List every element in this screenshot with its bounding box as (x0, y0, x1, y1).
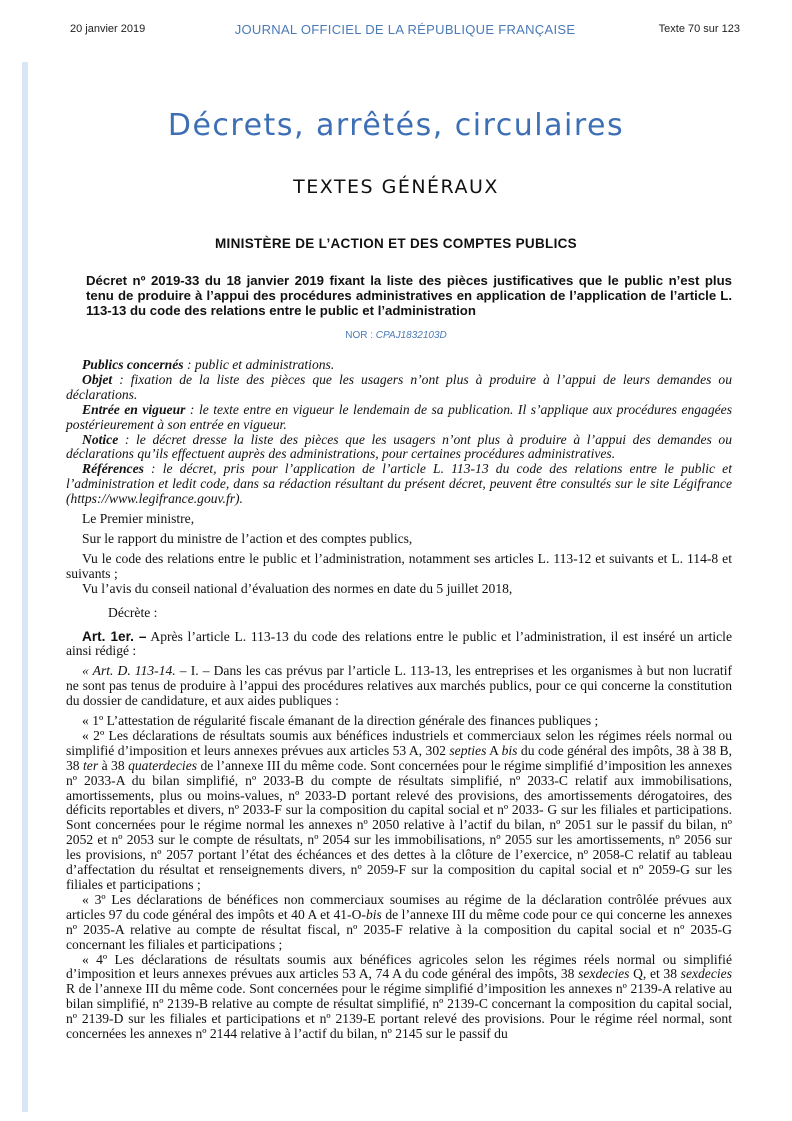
item-2-text: « 2º Les déclarations de résultats soumis aux bénéfices industriels et commerciaux selon les régimes réels normal ou simplifié d’imposition et leurs annexes prévues aux articles 53 A, 302 (66, 727, 732, 758)
item-2-text: de l’annexe III du même code. Sont concernées pour le régime simplifié d’imposition les annexes nº 2033-A du bilan simplifié, nº 2033-B du compte de résultats simplifié, nº 2033-C relatif aux immobilisations, amortissements, plus ou moins-values, nº 2033-D portant relevé des provisions, des amortissements dérogatoires, des déficits reportables et divers, nº 2033-F sur la composition du capital social et nº 2033- G sur les filiales et participations. Sont concernées pour le régime normal les annexes nº 2050 relative à l’actif du bilan, nº 2051 sur le passif du bilan, nº 2052 et nº 2053 sur le compte de résultats, nº 2054 sur les immobilisations, nº 2055 sur les amortissements, nº 2056 sur les provisions, nº 2057 portant l’état des échéances et des dettes à la clôture de l’exercice, nº 2058-C relatif au tableau d’affectation du résultat et renseignements divers, nº 2059-F sur la composition du capital social et nº 2059-G sur les filiales et participations ; (66, 757, 732, 892)
page-header (70, 22, 740, 38)
summary-text: : le texte entre en vigueur le lendemain de sa publication. Il s’applique aux procédures engagées postérieurement à son entrée en vigueur. (66, 401, 732, 432)
item-4-text: Q, et 38 (629, 966, 681, 982)
article-1-text: Après l’article L. 113-13 du code des relations entre le public et l’administration, il est inséré un article ainsi rédigé : (66, 628, 732, 659)
summary-lead: Objet (82, 371, 113, 387)
preamble-premier-ministre: Le Premier ministre, (82, 511, 195, 527)
item-3-italic: bis (365, 906, 382, 922)
header-journal-title: JOURNAL OFFICIEL DE LA RÉPUBLIQUE FRANÇAISE (234, 22, 576, 37)
item-2-text: A (486, 742, 502, 758)
preamble-vu-code: Vu le code des relations entre le public et l’administration, notamment ses articles L. 113-12 et suivants et L. 114-8 et suivants ; (66, 550, 732, 581)
header-date: 20 janvier 2019 (70, 23, 146, 35)
summary-publics (66, 358, 732, 373)
preamble-vu-avis: Vu l’avis du conseil national d’évaluation des normes en date du 5 juillet 2018, (82, 580, 513, 596)
summary-text: : fixation de la liste des pièces que les usagers n’ont plus à produire à l’appui de leurs demandes ou déclarations. (66, 371, 732, 402)
item-2-text: à 38 (98, 757, 129, 773)
left-margin-rule (22, 62, 28, 1112)
item-4-italic: sexdecies (680, 966, 732, 982)
summary-references (66, 462, 732, 507)
nor-code: CPAJ1832103D (375, 330, 447, 341)
item-2-text: du code général des impôts, 38 à 38 B, 38 (66, 742, 732, 773)
article-d-text: – I. – Dans les cas prévus par l’article L. 113-13, les entreprises et les organismes à but non lucratif ne sont pas tenus de produire à l’appui des procédures relatives aux marchés publics, pour ce qui concerne la constitution du dossier de candidature, et aux aides publiques : (66, 663, 732, 709)
article-1-label: Art. 1er. – (82, 628, 147, 644)
header-text-number: Texte 70 sur 123 (658, 23, 740, 35)
summary-text: : le décret dresse la liste des pièces que les usagers n’ont plus à produire à l’appui des demandes ou déclarations qu’ils effectuent auprès des administrations, pour certaines procédures administratives. (66, 431, 732, 462)
summary-lead: Références (82, 461, 144, 477)
summary-text: : le décret, pris pour l’application de l’article L. 113-13 du code des relations entre le public et l’administration et ledit code, dans sa rédaction résultant du présent décret, peuvent être consultés sur le site Légifrance (https://www.legifrance.gouv.fr). (66, 461, 732, 507)
item-2 (66, 729, 732, 893)
item-2-italic: septies (449, 742, 487, 758)
summary-lead: Notice (82, 431, 119, 447)
summary-lead: Publics concernés (82, 357, 184, 372)
item-4-text: « 4º Les déclarations de résultats soumis aux bénéfices agricoles selon les régimes réels normal ou simplifié d’imposition et leurs annexes prévues aux articles 53 A, 74 A du code général des impôts, 38 (66, 951, 732, 982)
item-1: « 1º L’attestation de régularité fiscale émanant de la direction générale des finances publiques ; (82, 713, 599, 729)
summary-text: : public et administrations. (183, 357, 335, 372)
ministry-heading: MINISTÈRE DE L’ACTION ET DES COMPTES PUBLICS (215, 236, 577, 251)
item-4-text: R de l’annexe III du même code. Sont concernées pour le régime simplifié d’imposition les annexes nº 2139-A relative au bilan simplifié, nº 2139-B relative au compte de résultat simplifié, nº 2139-C concernant la composition du capital social, nº 2139-D sur les filiales et participations et nº 2139-E portant relevé des provisions. Pour le régime réel normal, sont concernées les annexes nº 2144 relative à l’actif du bilan, nº 2145 sur le passif du (66, 981, 732, 1042)
nor-reference (0, 330, 792, 341)
preamble-decrete: Décrète : (108, 604, 158, 620)
item-2-italic: bis (501, 742, 518, 758)
article-1 (66, 630, 732, 660)
item-4 (66, 953, 732, 1042)
summary-entree-vigueur (66, 403, 732, 433)
item-2-italic: quaterdecies (128, 757, 198, 773)
section-title: Décrets, arrêtés, circulaires (167, 108, 625, 143)
preamble-rapport: Sur le rapport du ministre de l’action et des comptes publics, (82, 530, 413, 546)
article-d-label: « Art. D. 113-14. (82, 663, 176, 679)
item-3-text: « 3º Les déclarations de bénéfices non commerciaux soumises au régime de la déclaration contrôlée prévues aux articles 97 du code général des impôts et 40 A et 41-O- (66, 891, 732, 922)
item-4-italic: sexdecies (578, 966, 630, 982)
item-3 (66, 893, 732, 953)
summary-objet (66, 373, 732, 403)
item-2-italic: ter (83, 757, 99, 773)
summary-lead: Entrée en vigueur (82, 401, 186, 417)
summary-notice (66, 433, 732, 463)
article-d-113-14 (66, 664, 732, 709)
item-3-text: de l’annexe III du même code pour ce qui concerne les annexes nº 2035-A relative au compte de résultat fiscal, nº 2035-F relative à la composition du capital social et nº 2035-G concernant les filiales et participations ; (66, 906, 733, 952)
decree-body (66, 358, 732, 1042)
sub-title: TEXTES GÉNÉRAUX (293, 176, 499, 198)
nor-label: NOR : (345, 330, 373, 341)
decree-title: Décret nº 2019-33 du 18 janvier 2019 fixant la liste des pièces justificatives que le public n’est plus tenu de produire à l’appui des procédures administratives en application de l’application de l’article L. 113-13 du code des relations entre le public et l’administration (86, 273, 732, 318)
